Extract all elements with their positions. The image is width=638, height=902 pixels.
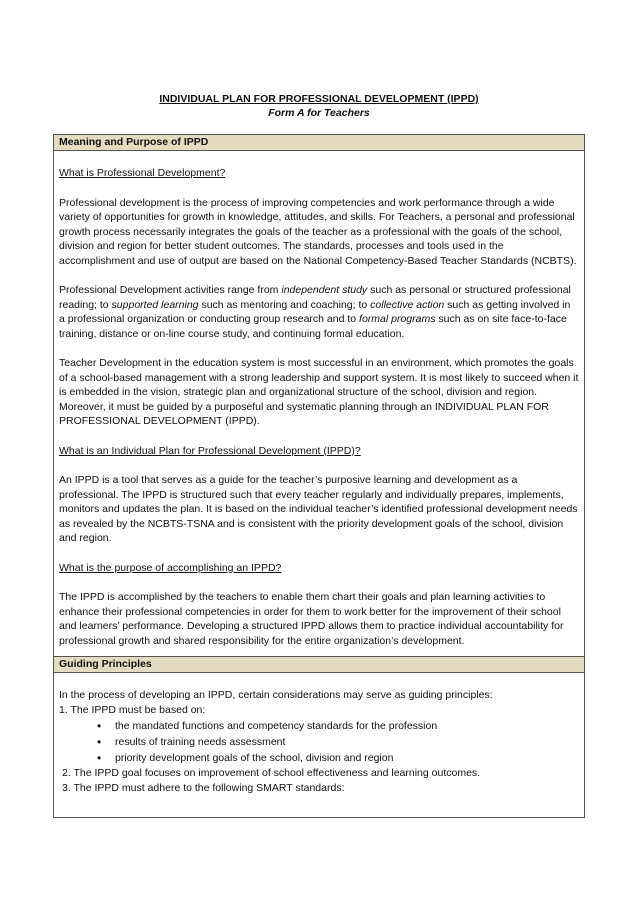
text-run: such as on site face-to-face training, distance or on-line course study, and continuing formal education.: [59, 313, 567, 340]
section-meaning-content: [54, 166, 584, 648]
question-purpose-of-ippd: What is the purpose of accomplishing an IPPD?: [59, 561, 282, 574]
section-guiding-content: [54, 688, 584, 796]
question-what-is-ippd: What is an Individual Plan for Professional Development (IPPD)?: [59, 444, 361, 457]
section-heading-guiding-principles: Guiding Principles: [54, 656, 584, 673]
paragraph-ippd-definition: An IPPD is a tool that serves as a guide for the teacher’s purposive learning and development as a professional. The IPPD is structured such that every teacher regularly and individually prepares, implements, monitors and updates the plan. It is based on the individual teacher’s identified professional development needs as revealed by the NCBTS-TSNA and is consistent with the priority development goals of the school, division and region.: [59, 474, 578, 544]
text-run: such as getting involved in a professional organization or conducting group research and to: [59, 298, 571, 325]
emphasis-independent-study: independent study: [281, 284, 368, 296]
bullet-item: • priority development goals of the school, division and region: [97, 750, 579, 766]
section-heading-meaning: Meaning and Purpose of IPPD: [54, 135, 584, 151]
emphasis-formal-programs: formal programs: [359, 313, 436, 325]
question-what-is-pd: What is Professional Development?: [59, 167, 226, 179]
text-run: such as mentoring and coaching; to: [198, 298, 371, 311]
guiding-item-3: 3. The IPPD must adhere to the following SMART standards:: [62, 781, 345, 794]
document-subtitle: Form A for Teachers: [268, 107, 370, 119]
ippd-table: [53, 134, 585, 818]
guiding-item-2: 2. The IPPD goal focuses on improvement of school effectiveness and learning outcomes.: [62, 766, 481, 779]
document-title: INDIVIDUAL PLAN FOR PROFESSIONAL DEVELOPMENT (IPPD): [159, 93, 479, 105]
guiding-bullet-list: [59, 718, 579, 766]
emphasis-collective-action: collective action: [370, 298, 445, 311]
paragraph-pd-definition: Professional development is the process of improving competencies and work performance through a wide variety of opportunities for growth in knowledge, attitudes, and skills. For Teachers, a personal and professional growth process necessarily integrates the goals of the teacher as a professional with the goals of the school, division and region for better student outcomes. The standards, processes and tools used in the accomplishment and use of output are based on the National Competency-Based Teacher Standards (NCBTS).: [59, 196, 577, 267]
document-header: [0, 92, 638, 120]
emphasis-supported-learning: supported learning: [111, 298, 199, 311]
text-run: such as personal or structured professional reading; to: [59, 284, 571, 311]
text-run: Professional Development activities range from: [59, 284, 282, 296]
paragraph-teacher-development: Teacher Development in the education system is most successful in an environment, which promotes the goals of a school-based management with a strong leadership and support system. It is most likely to succeed when it is embedded in the vision, strategic plan and organizational structure of the school, division and region. Moreover, it must be guided by a purposeful and systematic planning through an INDIVIDUAL PLAN FOR PROFESSIONAL DEVELOPMENT (IPPD).: [59, 357, 579, 427]
bullet-item: • results of training needs assessment: [97, 734, 579, 750]
guiding-intro: In the process of developing an IPPD, certain considerations may serve as guiding principles:: [59, 689, 493, 701]
bullet-item: • the mandated functions and competency standards for the profession: [97, 718, 579, 734]
paragraph-pd-activities: [59, 283, 579, 341]
paragraph-ippd-purpose: The IPPD is accomplished by the teachers to enable them chart their goals and plan learning activities to enhance their professional competencies in order for them to work better for the improvement of their school and learners’ performance. Developing a structured IPPD allows them to practice individual accountability for professional growth and shared responsibility for the entire organization’s development.: [59, 591, 564, 647]
guiding-item-1: 1. The IPPD must be based on:: [59, 703, 206, 716]
